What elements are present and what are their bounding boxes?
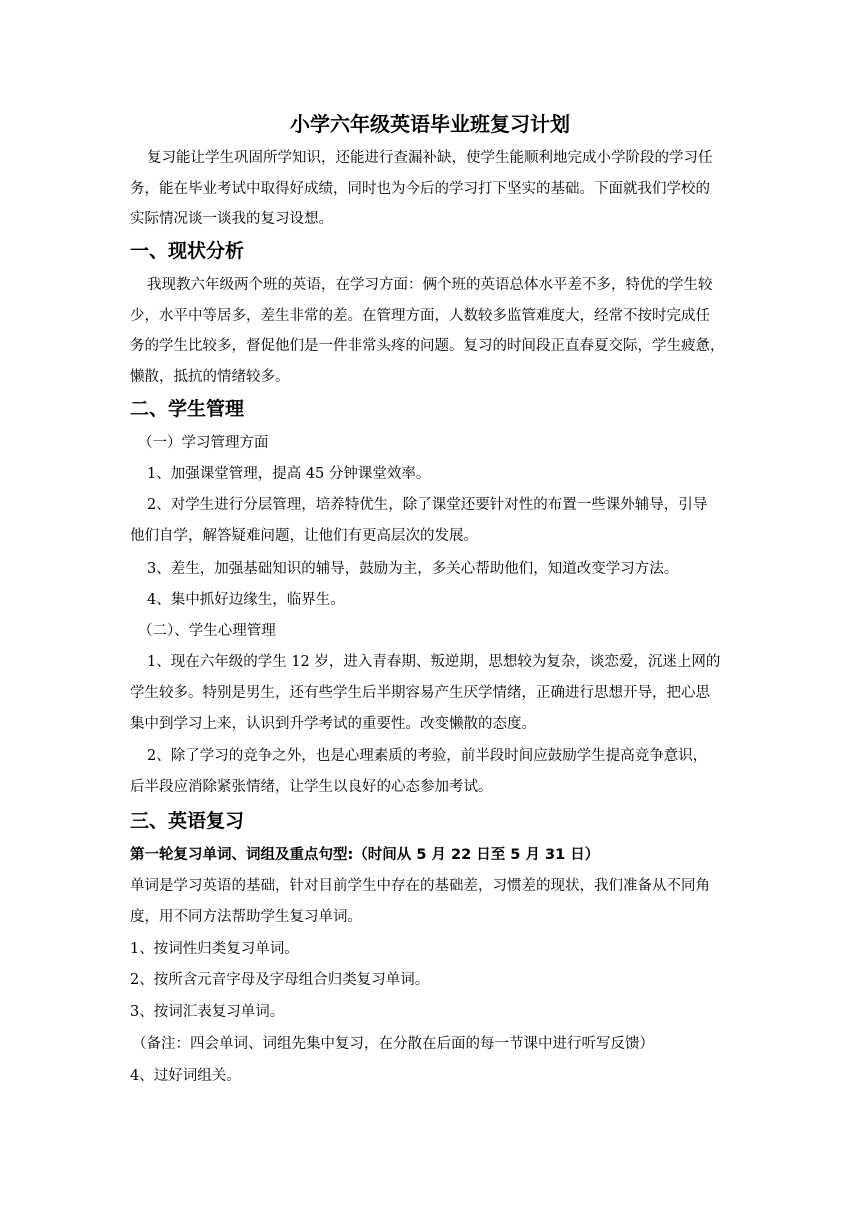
intro-line: 复习能让学生巩固所学知识，还能进行查漏补缺，使学生能顺利地完成小学阶段的学习任: [147, 150, 713, 166]
section1-line: 务的学生比较多，督促他们是一件非常头疼的问题。复习的时间段正直春夏交际，学生疲惫，: [130, 338, 725, 354]
body-line: 度，用不同方法帮助学生复习单词。: [130, 909, 362, 925]
list-item: 4、过好词组关。: [130, 1068, 241, 1084]
document-title: 小学六年级英语毕业班复习计划: [290, 112, 570, 136]
list-item: 2、对学生进行分层管理，培养特优生，除了课堂还要针对性的布置一些课外辅导，引导: [147, 497, 708, 513]
list-item: 4、集中抓好边缘生，临界生。: [147, 592, 345, 608]
section1-line: 少，水平中等居多，差生非常的差。在管理方面，人数较多监管难度大，经常不按时完成任: [130, 308, 710, 324]
list-item: 2、除了学习的竞争之外，也是心理素质的考验，前半段时间应鼓励学生提高竞争意识，: [147, 748, 708, 764]
section-heading-status: 一、现状分析: [130, 240, 245, 262]
subsection-heading: （二）、学生心理管理: [138, 623, 276, 639]
section-heading-management: 二、学生管理: [130, 398, 245, 420]
note-line: （备注：四会单词、词组先集中复习，在分散在后面的每一节课中进行听写反馈）: [132, 1036, 654, 1052]
round-heading: 第一轮复习单词、词组及重点句型:（时间从 5 月 22 日至 5 月 31 日）: [130, 847, 600, 863]
list-item: 后半段应消除紧张情绪，让学生以良好的心态参加考试。: [130, 779, 493, 795]
list-item: 学生较多。特别是男生，还有些学生后半期容易产生厌学情绪，正确进行思想开导，把心思: [130, 685, 710, 701]
section1-line: 懒散，抵抗的情绪较多。: [130, 369, 290, 385]
list-item: 他们自学，解答疑难问题，让他们有更高层次的发展。: [130, 528, 478, 544]
intro-line: 实际情况谈一谈我的复习设想。: [130, 211, 333, 227]
list-item: 1、按词性归类复习单词。: [130, 941, 299, 957]
list-item: 集中到学习上来，认识到升学考试的重要性。改变懒散的态度。: [130, 716, 536, 732]
list-item: 1、加强课堂管理，提高 45 分钟课堂效率。: [147, 466, 431, 482]
section1-line: 我现教六年级两个班的英语，在学习方面：俩个班的英语总体水平差不多，特优的学生较: [147, 277, 713, 293]
section-heading-review: 三、英语复习: [130, 810, 245, 832]
body-line: 单词是学习英语的基础，针对目前学生中存在的基础差，习惯差的现状，我们准备从不同角: [130, 878, 710, 894]
subsection-heading: （一）学习管理方面: [138, 435, 269, 451]
list-item: 2、按所含元音字母及字母组合归类复习单词。: [130, 972, 430, 988]
list-item: 3、按词汇表复习单词。: [130, 1004, 285, 1020]
list-item: 1、现在六年级的学生 12 岁，进入青春期、叛逆期，思想较为复杂，谈恋爱，沉迷上网的: [147, 654, 721, 670]
intro-line: 务，能在毕业考试中取得好成绩，同时也为今后的学习打下坚实的基础。下面就我们学校的: [130, 181, 710, 197]
list-item: 3、差生，加强基础知识的辅导，鼓励为主，多关心帮助他们，知道改变学习方法。: [147, 561, 679, 577]
